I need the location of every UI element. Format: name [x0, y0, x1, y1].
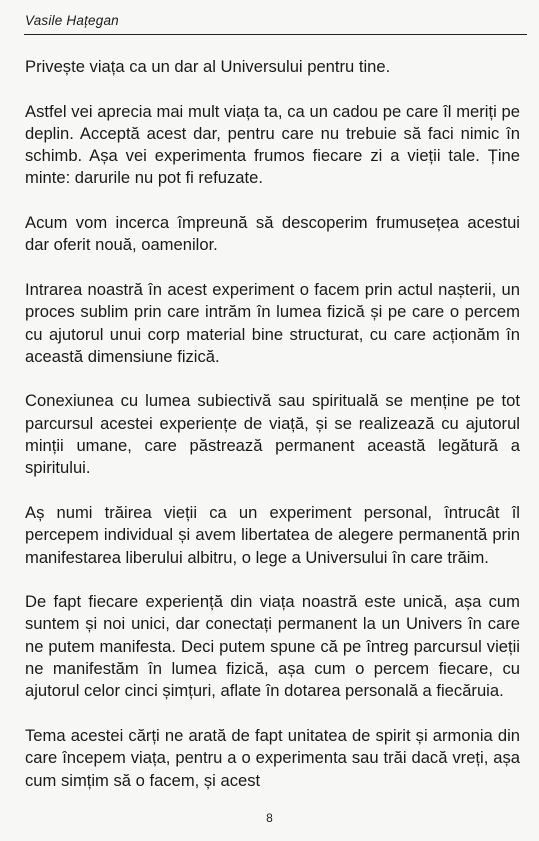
- paragraph-2: Astfel vei aprecia mai mult viața ta, ca un cadou pe care îl meriți pe deplin. Acceptă acest dar, pentru care nu trebuie să faci nimic în schimb. Așa vei experimenta frumos fiecare zi a vieții tale. Ține minte: darurile nu pot fi refuzate.: [25, 101, 520, 188]
- paragraph-8: Tema acestei cărți ne arată de fapt unitatea de spirit și armonia din care începem viața, pentru a o experimenta sau trăi dacă vreți, așa cum simțim să o facem, și acest: [25, 725, 520, 790]
- paragraph-4: Intrarea noastră în acest experiment o facem prin actul nașterii, un proces sublim prin care intrăm în lumea fizică și pe care o percem cu ajutorul unui corp material bine structurat, cu care acționăm în această dimensiune fizică.: [25, 279, 520, 366]
- paragraph-5: Conexiunea cu lumea subiectivă sau spirituală se menține pe tot parcursul acestei experiențe de viață, și se realizează cu ajutorul minții umane, care păstrează permanent această legătură a spiritului.: [25, 391, 520, 478]
- page-number: 8: [266, 811, 273, 825]
- paragraph-7: De fapt fiecare experiență din viața noastră este unică, așa cum suntem și noi unici, dar conectați permanent la un Univers în care ne putem manifesta. Deci putem spune că pe întreg parcursul vieții ne manifestăm în lumea fizică, așa cum o percem fiecare, cu ajutorul celor cinci șimțuri, aflate în dotarea personală a fiecăruia.: [25, 592, 520, 701]
- body-text: [25, 56, 520, 792]
- paragraph-1: Privește viața ca un dar al Universului pentru tine.: [25, 57, 391, 76]
- header-rule: [24, 34, 527, 35]
- running-header-author: Vasile Hațegan: [25, 13, 119, 28]
- paragraph-3: Acum vom incerca împreună să descoperim frumusețea acestui dar oferit nouă, oamenilor.: [25, 213, 520, 255]
- paragraph-6: Aș numi trăirea vieții ca un experiment personal, întrucât îl percepem individual și avem libertatea de alegere permanentă prin manifestarea liberului albitru, o lege a Universului în care trăim.: [25, 502, 520, 567]
